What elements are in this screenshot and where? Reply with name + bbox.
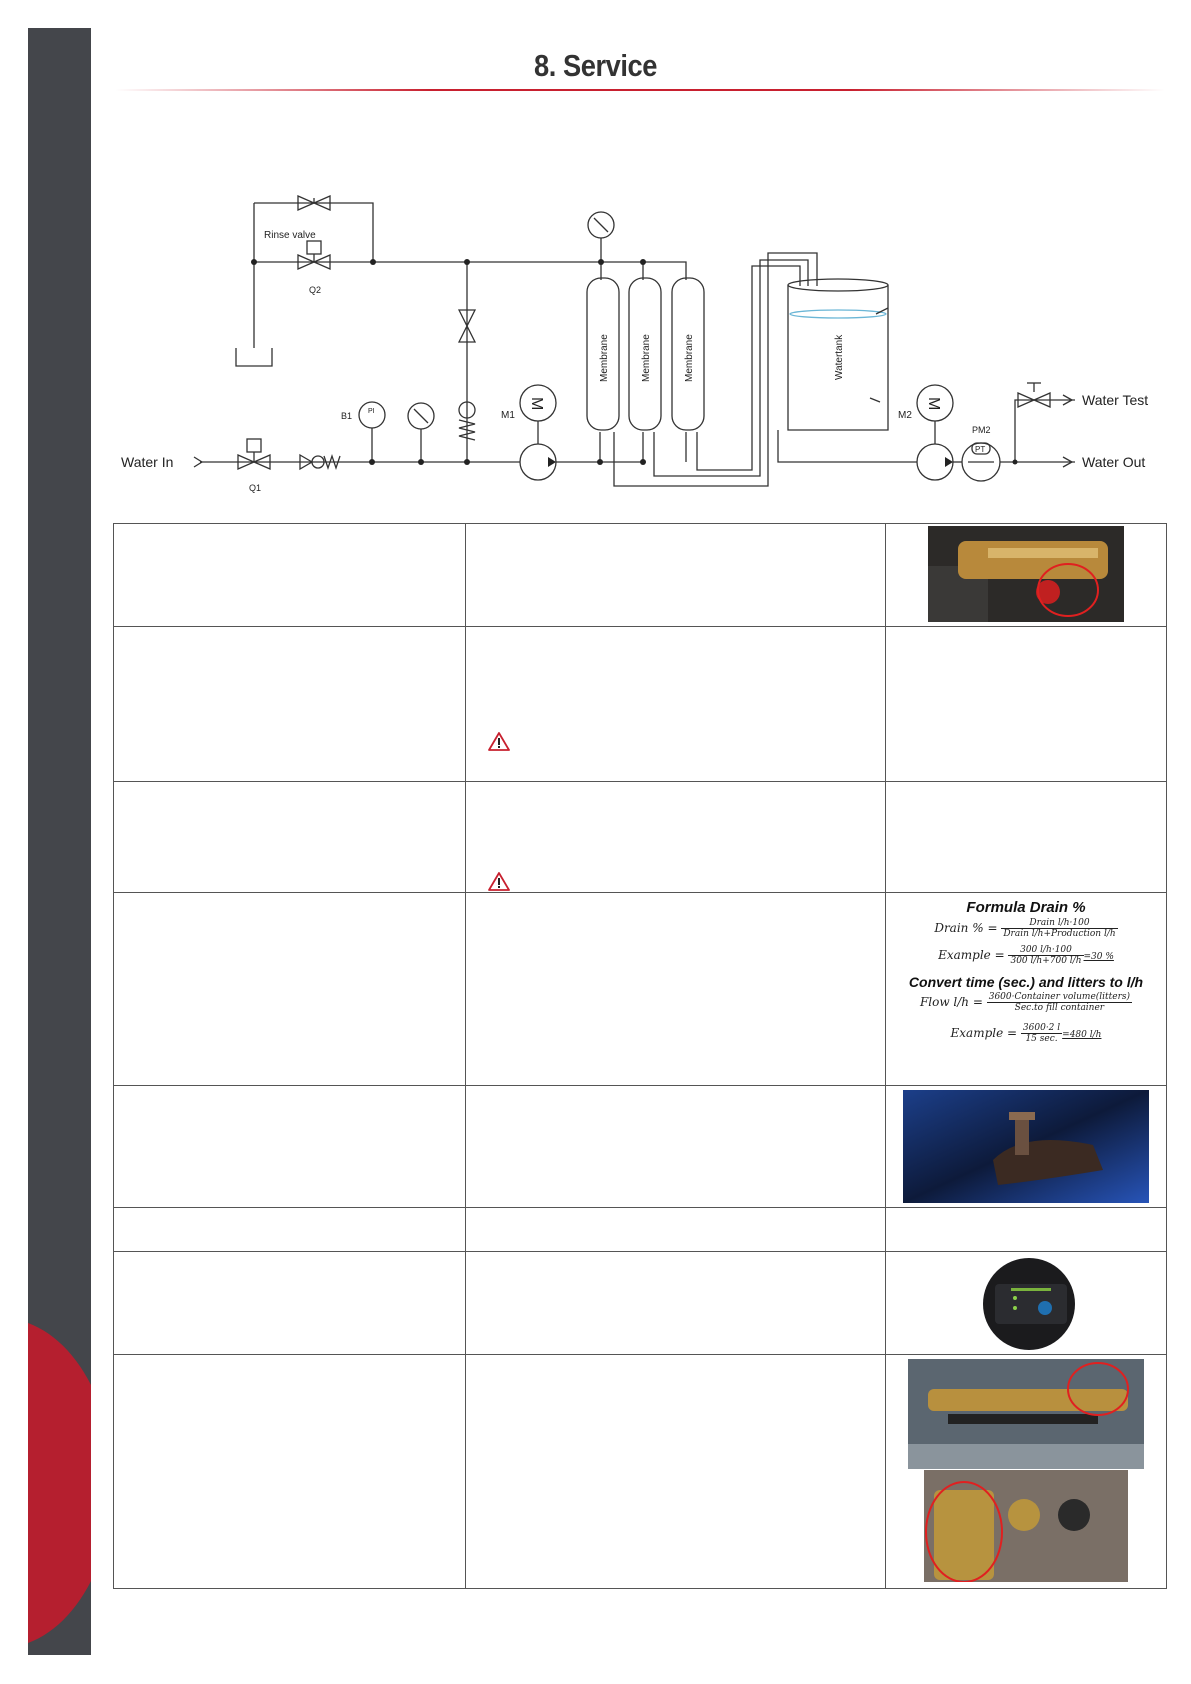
ex1-result: =30 % <box>1083 952 1114 962</box>
table-row <box>114 627 1167 782</box>
label-m2-motor: M <box>925 397 942 411</box>
ex1-lhs: Example = <box>938 948 1005 962</box>
label-b1: B1 <box>341 411 353 421</box>
flow-den: Sec.to fill container <box>1014 1003 1105 1013</box>
label-water-test: Water Test <box>1082 392 1149 408</box>
label-q2: Q2 <box>309 285 322 295</box>
flowmeter-photo <box>981 1256 1077 1352</box>
warning-triangle-icon <box>488 731 510 751</box>
table-row <box>114 1252 1167 1355</box>
label-pi: PI <box>368 408 375 415</box>
table-row <box>114 524 1167 627</box>
label-pm2: PM2 <box>972 425 991 435</box>
table-row <box>114 1208 1167 1252</box>
label-m1: M1 <box>501 410 515 421</box>
flow-lhs: Flow l/h = <box>919 995 983 1009</box>
ex1-num: 300 l/h·100 <box>1008 945 1083 956</box>
ex2-num: 3600·2 l <box>1022 1023 1061 1033</box>
label-m1-motor: M <box>528 397 545 411</box>
ex2-den: 15 sec. <box>1025 1034 1058 1044</box>
flow-num: 3600·Container volume(litters) <box>988 992 1131 1002</box>
service-table <box>113 523 1167 1589</box>
ex2-lhs: Example = <box>950 1026 1018 1040</box>
page-sidebar <box>28 28 91 1655</box>
sidebar-red-accent <box>28 1318 91 1648</box>
label-m2: M2 <box>898 410 912 421</box>
ex2-result: =480 l/h <box>1062 1030 1102 1040</box>
label-pt: PT <box>975 445 986 454</box>
label-watertank: Watertank <box>834 334 845 380</box>
table-row <box>114 782 1167 893</box>
label-membrane-3: Membrane <box>684 334 695 382</box>
nozzle-photo <box>903 1090 1149 1203</box>
drain-num: Drain l/h·100 <box>1001 918 1117 929</box>
drain-formula-title: Formula Drain % <box>966 899 1086 916</box>
valve-photo <box>928 526 1124 622</box>
label-water-out: Water Out <box>1082 454 1146 470</box>
warning-triangle-icon <box>488 871 510 891</box>
label-membrane-1: Membrane <box>599 334 610 382</box>
page-title: 8. Service <box>533 48 658 83</box>
drain-lhs: Drain % = <box>934 921 998 935</box>
table-row <box>114 1086 1167 1208</box>
ex1-den: 300 l/h+700 l/h <box>1010 956 1082 966</box>
process-diagram <box>110 175 1170 505</box>
drain-den: Drain l/h+Production l/h <box>1003 929 1116 939</box>
pipe-photo-bottom <box>924 1470 1128 1582</box>
label-q1: Q1 <box>249 483 262 493</box>
table-row <box>114 893 1167 1086</box>
formula-cell <box>886 893 1167 1086</box>
label-rinse-valve: Rinse valve <box>264 230 316 241</box>
table-row <box>114 1355 1167 1589</box>
label-water-in: Water In <box>121 454 174 470</box>
title-rule <box>115 89 1165 91</box>
label-membrane-2: Membrane <box>641 334 652 382</box>
pipe-photo-top <box>908 1359 1144 1469</box>
convert-formula-title: Convert time (sec.) and litters to l/h <box>908 974 1144 990</box>
